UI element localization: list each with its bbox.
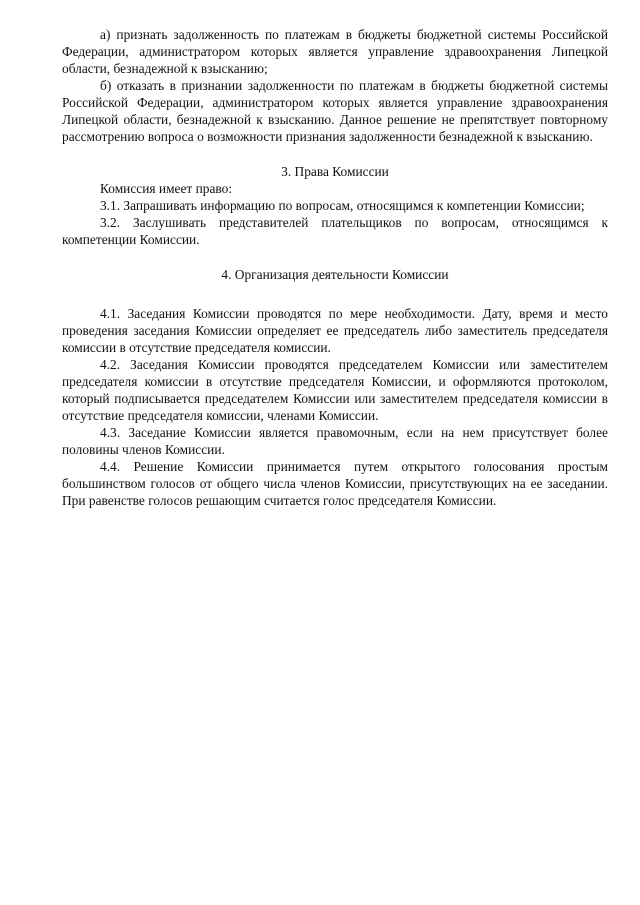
section-3-item-2: 3.2. Заслушивать представителей плательщиков по вопросам, относящимся к компетенции Комиссии.: [62, 215, 608, 247]
section-4-heading: 4. Организация деятельности Комиссии: [221, 267, 449, 282]
document-page: [62, 26, 608, 509]
decision-option-b: б) отказать в признании задолженности по платежам в бюджеты бюджетной системы Российской Федерации, администратором которых является управление здравоохранения Липецкой области, безнадежной к взысканию. Данное решение не препятствует повторному рассмотрению вопроса о возможности признания задолженности безнадежной к взысканию.: [62, 78, 608, 144]
section-3-intro: Комиссия имеет право:: [100, 181, 233, 196]
section-3-item-1: 3.1. Запрашивать информацию по вопросам, относящимся к компетенции Комиссии;: [100, 198, 585, 213]
decision-option-a: а) признать задолженность по платежам в бюджеты бюджетной системы Российской Федерации, администратором которых является управление здравоохранения Липецкой области, безнадежной к взысканию;: [62, 27, 608, 76]
section-4-item-4: 4.4. Решение Комиссии принимается путем открытого голосования простым большинством голосов от общего числа членов Комиссии, присутствующих на ее заседании. При равенстве голосов решающим считается голос председателя Комиссии.: [62, 459, 608, 508]
spacer: [62, 145, 608, 163]
section-4-item-1: 4.1. Заседания Комиссии проводятся по мере необходимости. Дату, время и место проведения заседания Комиссии определяет ее председатель либо заместитель председателя комиссии в отсутствие председателя комиссии.: [62, 306, 608, 355]
section-4-item-2: 4.2. Заседания Комиссии проводятся председателем Комиссии или заместителем председателя комиссии в отсутствие председателя Комиссии, и оформляются протоколом, который подписывается председателем Комиссии или заместителем председателя комиссии в отсутствие председателя комиссии, членами Комиссии.: [62, 357, 608, 423]
section-3-heading: 3. Права Комиссии: [281, 164, 389, 179]
section-4-item-3: 4.3. Заседание Комиссии является правомочным, если на нем присутствует более половины членов Комиссии.: [62, 425, 608, 457]
spacer: [62, 248, 608, 266]
spacer: [62, 283, 608, 305]
